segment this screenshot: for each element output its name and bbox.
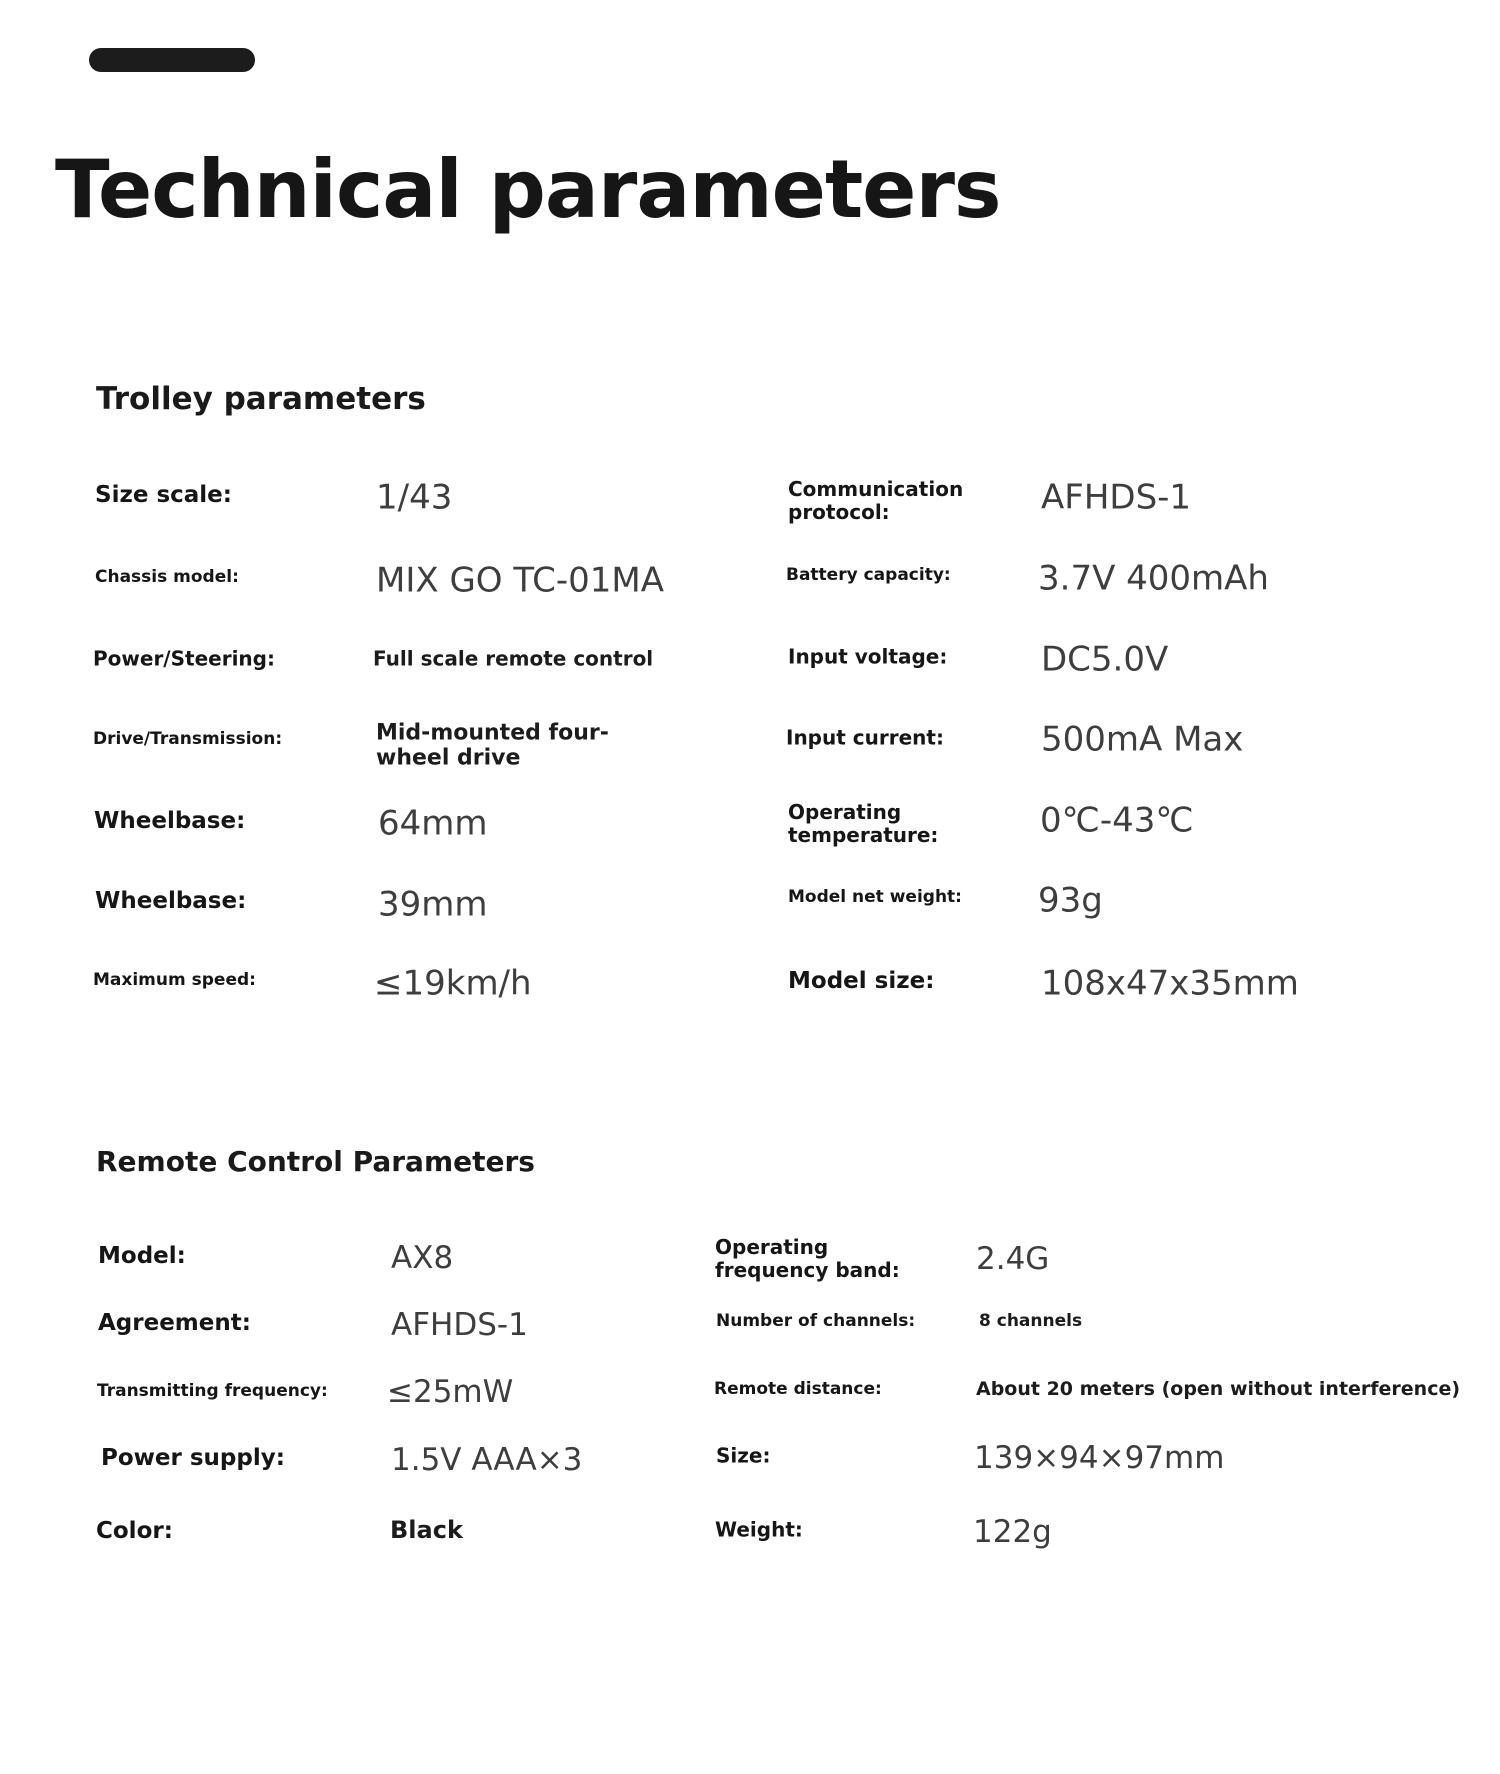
remote-section-title: Remote Control Parameters [96,1145,535,1178]
remote-label-color: Color: [96,1517,173,1544]
spec-label-input-voltage: Input voltage: [788,644,948,669]
spec-label-operating-temperature: Operating temperature: [788,800,939,847]
spec-value-max-speed: ≤19km/h [374,963,532,1004]
spec-value-battery-capacity: 3.7V 400mAh [1038,558,1269,599]
remote-label-size: Size: [716,1443,771,1468]
spec-label-power-steering: Power/Steering: [93,646,275,671]
spec-label-battery-capacity: Battery capacity: [786,565,951,586]
spec-label-model-size: Model size: [788,967,935,994]
spec-value-input-voltage: DC5.0V [1041,639,1169,680]
spec-value-chassis-model: MIX GO TC-01MA [376,560,665,601]
remote-value-color: Black [390,1516,463,1545]
top-decor-bar [89,48,255,72]
remote-value-remote-distance: About 20 meters (open without interference) [976,1378,1461,1401]
spec-value-input-current: 500mA Max [1041,719,1244,760]
remote-value-model: AX8 [391,1240,454,1277]
spec-value-size-scale: 1/43 [376,477,453,518]
remote-value-agreement: AFHDS-1 [391,1307,528,1344]
remote-label-number-of-channels: Number of channels: [716,1311,916,1332]
spec-value-track-width: 39mm [378,884,488,925]
remote-value-number-of-channels: 8 channels [979,1311,1083,1332]
remote-label-power-supply: Power supply: [101,1444,285,1471]
spec-value-model-net-weight: 93g [1038,880,1103,921]
remote-label-model: Model: [98,1242,186,1269]
remote-value-size: 139×94×97mm [974,1440,1225,1477]
trolley-section-title: Trolley parameters [96,381,426,417]
remote-label-agreement: Agreement: [98,1309,251,1336]
spec-value-operating-temperature: 0℃-43℃ [1040,800,1194,841]
spec-value-model-size: 108x47x35mm [1041,963,1299,1004]
spec-label-track-width: Wheelbase: [95,887,247,914]
remote-value-transmitting-frequency: ≤25mW [387,1374,514,1411]
spec-label-chassis-model: Chassis model: [95,567,239,588]
spec-label-communication-protocol: Communication protocol: [788,477,964,524]
spec-value-wheelbase: 64mm [378,803,488,844]
remote-label-weight: Weight: [715,1517,803,1542]
spec-value-drive-transmission: Mid-mounted four-wheel drive [376,720,609,771]
remote-value-power-supply: 1.5V AAA×3 [391,1442,583,1479]
spec-label-max-speed: Maximum speed: [93,970,256,991]
spec-value-communication-protocol: AFHDS-1 [1041,477,1192,518]
remote-value-weight: 122g [973,1514,1052,1551]
remote-value-frequency-band: 2.4G [976,1241,1050,1278]
remote-label-transmitting-frequency: Transmitting frequency: [97,1381,328,1402]
page-title: Technical parameters [55,143,1001,236]
remote-label-frequency-band: Operating frequency band: [715,1235,900,1282]
spec-label-drive-transmission: Drive/Transmission: [93,729,283,750]
spec-label-model-net-weight: Model net weight: [788,887,962,908]
spec-value-power-steering: Full scale remote control [373,646,654,671]
spec-label-input-current: Input current: [786,725,944,750]
spec-label-wheelbase: Wheelbase: [94,807,246,834]
spec-label-size-scale: Size scale: [95,481,232,508]
remote-label-remote-distance: Remote distance: [714,1379,882,1400]
